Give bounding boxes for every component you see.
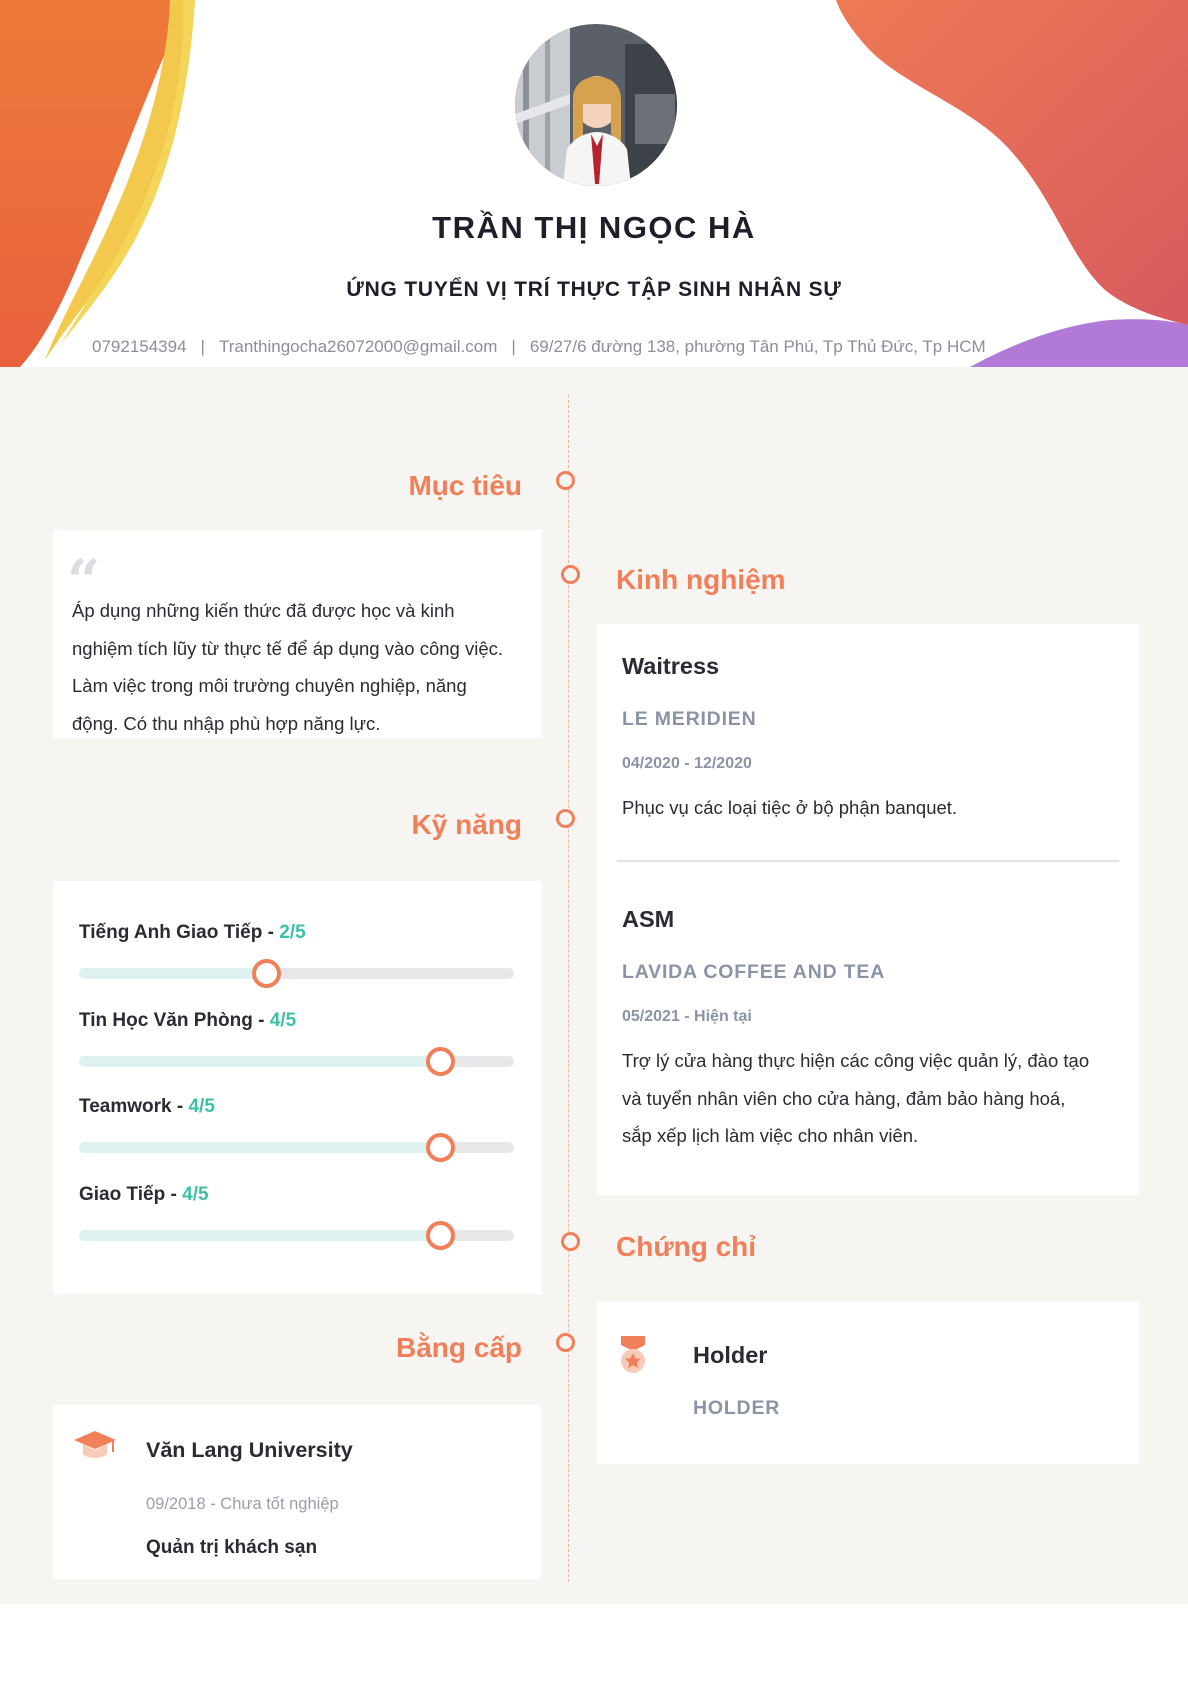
job-title: ASM [622,906,675,932]
school-name: Văn Lang University [146,1438,353,1462]
candidate-name: TRẦN THỊ NGỌC HÀ [432,210,756,245]
skill-score: 2/5 [279,922,306,943]
skill-bar [79,1056,514,1067]
objective-card [53,530,542,738]
profile-photo [515,24,677,186]
skills-heading: Kỹ năng [411,809,522,840]
education-date: 09/2018 - Chưa tốt nghiệp [146,1495,339,1513]
home-address: 69/27/6 đường 138, phường Tân Phú, Tp Thủ Đức, Tp HCM [529,337,986,356]
skill-bar [79,1142,514,1153]
skill-slider-handle[interactable] [426,1047,455,1076]
job-title: Waitress [622,653,720,679]
skill-name: Teamwork [79,1096,172,1117]
skills-card [53,881,542,1294]
certificate-card [597,1302,1139,1464]
quote-icon: “ [67,547,101,615]
timeline-dot-certificates [561,1232,580,1251]
timeline-dot-skills [556,809,575,828]
skill-slider-handle[interactable] [252,959,281,988]
skill-item: Tin Học Văn Phòng - 4/5 [79,1010,514,1032]
skill-item: Giao Tiếp - 4/5 [79,1184,514,1206]
skill-bar [79,1230,514,1241]
timeline-dot-experience [561,565,580,584]
job-date: 04/2020 - 12/2020 [622,755,752,772]
job-date: 05/2021 - Hiện tại [622,1008,752,1025]
skill-name: Tiếng Anh Giao Tiếp [79,922,263,943]
experience-heading: Kinh nghiệm [616,564,786,595]
decorative-blob-right [830,0,1188,367]
applied-position: ỨNG TUYỂN VỊ TRÍ THỰC TẬP SINH NHÂN SỰ [346,278,842,301]
medal-icon [619,1335,647,1375]
cv-header [0,0,1188,367]
skill-bar [79,968,514,979]
cv-body [0,367,1188,1604]
decorative-blob-left [0,0,200,367]
separator: | [200,337,205,356]
experience-card [597,624,1139,1195]
job-company: LAVIDA COFFEE AND TEA [622,961,886,983]
contact-info [92,337,986,357]
phone-number[interactable]: 0792154394 [92,337,187,356]
certificate-title: Holder [693,1342,768,1368]
education-major: Quản trị khách sạn [146,1537,318,1558]
job-description: Trợ lý cửa hàng thực hiện các công việc quản lý, đào tạo và tuyển nhân viên cho cửa hàng, đảm bảo hàng hoá, sắp xếp lịch làm việc cho nhân viên. [622,1050,1090,1146]
certificate-issuer: HOLDER [693,1397,781,1419]
objective-heading: Mục tiêu [408,470,522,501]
graduation-cap-icon [73,1429,117,1463]
job-divider [617,860,1119,862]
job-company: LE MERIDIEN [622,708,757,730]
skill-score: 4/5 [269,1010,297,1031]
timeline-dot-objective [556,471,575,490]
certificates-heading: Chứng chỉ [616,1231,757,1262]
timeline-dot-education [556,1333,575,1352]
education-heading: Bằng cấp [395,1332,522,1363]
education-card [53,1405,542,1579]
skill-score: 4/5 [188,1096,215,1117]
job-description: Phục vụ các loại tiệc ở bộ phận banquet. [622,797,958,818]
skill-item: Teamwork - 4/5 [79,1096,514,1118]
separator: | [511,337,516,356]
skill-slider-handle[interactable] [426,1133,455,1162]
skill-name: Tin Học Văn Phòng [79,1010,253,1031]
email-address[interactable]: Tranthingocha26072000@gmail.com [218,337,498,356]
skill-item: Tiếng Anh Giao Tiếp - 2/5 [79,922,514,944]
skill-name: Giao Tiếp [79,1184,166,1205]
objective-text: Áp dụng những kiến thức đã được học và kinh nghiệm tích lũy từ thực tế để áp dụng vào công việc. Làm việc trong môi trường chuyên nghiệp, năng động. Có thu nhập phù hợp năng lực. [72,600,503,734]
skill-slider-handle[interactable] [426,1221,455,1250]
skill-score: 4/5 [182,1184,209,1205]
